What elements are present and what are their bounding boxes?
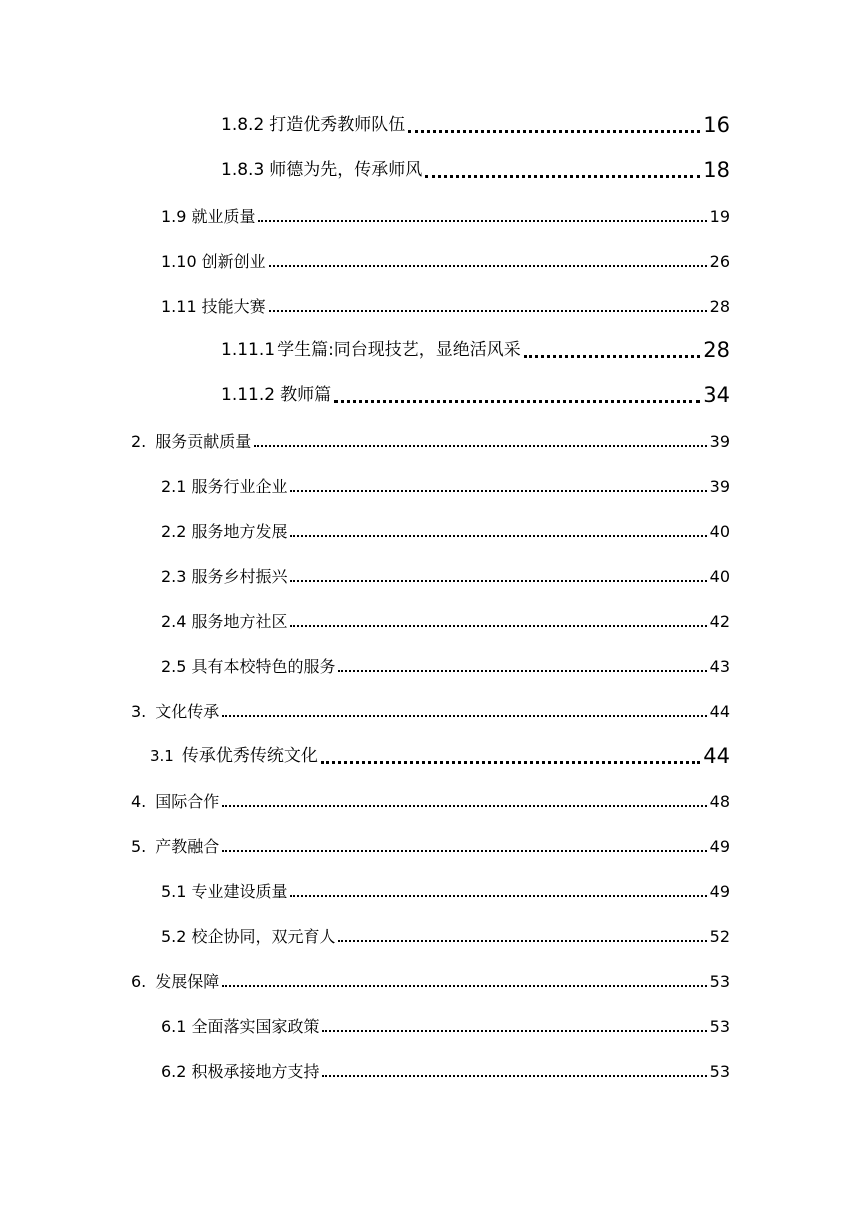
toc-entry-page: 42 bbox=[709, 612, 730, 631]
toc-entry-page: 16 bbox=[703, 113, 730, 137]
dot-leader bbox=[321, 761, 700, 764]
toc-entry-page: 18 bbox=[703, 158, 730, 182]
toc-entry[interactable] bbox=[221, 113, 730, 137]
toc-entry-page: 53 bbox=[709, 972, 730, 991]
toc-entry-page: 40 bbox=[709, 567, 730, 586]
toc-entry-title: 创新创业 bbox=[201, 252, 266, 271]
dot-leader bbox=[524, 355, 700, 358]
dot-leader bbox=[269, 265, 707, 267]
dot-leader bbox=[334, 400, 700, 403]
toc-entry-title: 积极承接地方支持 bbox=[191, 1062, 320, 1081]
toc-entry-page: 52 bbox=[709, 927, 730, 946]
toc-entry-number: 3. bbox=[131, 702, 147, 721]
dot-leader bbox=[290, 580, 706, 582]
dot-leader bbox=[222, 985, 706, 987]
dot-leader bbox=[425, 175, 700, 178]
toc-entry-number: 1.9 bbox=[161, 207, 187, 226]
toc-entry-title: 全面落实国家政策 bbox=[191, 1017, 320, 1036]
toc-entry-page: 19 bbox=[709, 207, 730, 226]
toc-entry-number: 2. bbox=[131, 432, 147, 451]
toc-entry-number: 4. bbox=[131, 792, 147, 811]
toc-entry-number: 1.11 bbox=[161, 297, 197, 316]
toc-entry-title: 文化传承 bbox=[155, 702, 220, 721]
toc-entry-page: 48 bbox=[709, 792, 730, 811]
toc-entry-page: 28 bbox=[709, 297, 730, 316]
toc-entry-page: 26 bbox=[709, 252, 730, 271]
toc-entry-title: 师德为先，传承师风 bbox=[269, 160, 423, 180]
toc-entry[interactable] bbox=[161, 477, 730, 497]
dot-leader bbox=[269, 310, 707, 312]
toc-entry-title: 产教融合 bbox=[155, 837, 220, 856]
toc-entry-number: 1.8.3 bbox=[221, 160, 265, 180]
toc-entry-title: 专业建设质量 bbox=[191, 882, 288, 901]
toc-entry-page: 44 bbox=[703, 744, 730, 768]
toc-entry-number: 2.5 bbox=[161, 657, 187, 676]
toc-entry[interactable] bbox=[161, 882, 730, 902]
toc-entry-page: 39 bbox=[709, 432, 730, 451]
dot-leader bbox=[408, 130, 700, 133]
toc-entry[interactable] bbox=[131, 972, 730, 992]
toc-entry[interactable] bbox=[161, 1062, 730, 1082]
toc-entry-title: 国际合作 bbox=[155, 792, 220, 811]
toc-entry-title: 服务乡村振兴 bbox=[191, 567, 288, 586]
dot-leader bbox=[322, 1030, 706, 1032]
toc-entry-page: 34 bbox=[703, 383, 730, 407]
dot-leader bbox=[290, 490, 706, 492]
dot-leader bbox=[254, 445, 706, 447]
toc-entry-title: 技能大赛 bbox=[201, 297, 266, 316]
toc-entry-page: 53 bbox=[709, 1017, 730, 1036]
toc-entry[interactable] bbox=[161, 657, 730, 677]
toc-entry-number: 1.8.2 bbox=[221, 115, 265, 135]
toc-entry-title: 具有本校特色的服务 bbox=[191, 657, 336, 676]
toc-entry[interactable] bbox=[131, 792, 730, 812]
dot-leader bbox=[322, 1075, 706, 1077]
toc-entry-title: 教师篇 bbox=[280, 385, 332, 405]
toc-entry[interactable] bbox=[131, 837, 730, 857]
toc-entry-page: 28 bbox=[703, 338, 730, 362]
toc-entry[interactable] bbox=[161, 612, 730, 632]
toc-entry-number: 2.1 bbox=[161, 477, 187, 496]
dot-leader bbox=[258, 220, 706, 222]
dot-leader bbox=[222, 805, 706, 807]
dot-leader bbox=[338, 940, 706, 942]
toc-entry-page: 44 bbox=[709, 702, 730, 721]
toc-entry-page: 40 bbox=[709, 522, 730, 541]
dot-leader bbox=[222, 850, 706, 852]
toc-entry[interactable] bbox=[161, 297, 730, 317]
toc-entry-number: 5. bbox=[131, 837, 147, 856]
toc-entry-number: 2.2 bbox=[161, 522, 187, 541]
toc-entry-number: 5.1 bbox=[161, 882, 187, 901]
toc-entry-page: 49 bbox=[709, 837, 730, 856]
toc-entry[interactable] bbox=[161, 522, 730, 542]
toc-entry-title: 校企协同，双元育人 bbox=[191, 927, 336, 946]
toc-entry-title: 学生篇:同台现技艺，显绝活风采 bbox=[277, 340, 521, 360]
dot-leader bbox=[290, 625, 706, 627]
toc-entry[interactable] bbox=[221, 158, 730, 182]
toc-entry[interactable] bbox=[131, 432, 730, 452]
toc-entry[interactable] bbox=[131, 702, 730, 722]
toc-entry-number: 6.1 bbox=[161, 1017, 187, 1036]
toc-entry-number: 1.10 bbox=[161, 252, 197, 271]
toc-entry[interactable] bbox=[161, 1017, 730, 1037]
toc-entry-number: 2.4 bbox=[161, 612, 187, 631]
toc-entry-title: 服务地方发展 bbox=[191, 522, 288, 541]
toc-entry-page: 39 bbox=[709, 477, 730, 496]
toc-entry[interactable] bbox=[150, 744, 730, 768]
toc-entry-page: 43 bbox=[709, 657, 730, 676]
toc-entry-number: 5.2 bbox=[161, 927, 187, 946]
toc-entry-number: 6.2 bbox=[161, 1062, 187, 1081]
toc-entry-page: 53 bbox=[709, 1062, 730, 1081]
toc-entry[interactable] bbox=[221, 338, 730, 362]
toc-entry-title: 发展保障 bbox=[155, 972, 220, 991]
toc-entry-page: 49 bbox=[709, 882, 730, 901]
dot-leader bbox=[290, 895, 706, 897]
toc-entry-title: 就业质量 bbox=[191, 207, 256, 226]
dot-leader bbox=[222, 715, 706, 717]
toc-entry-title: 打造优秀教师队伍 bbox=[269, 115, 406, 135]
toc-entry-title: 服务地方社区 bbox=[191, 612, 288, 631]
toc-entry-number: 3.1 bbox=[150, 747, 174, 765]
toc-entry-title: 服务贡献质量 bbox=[155, 432, 252, 451]
toc-entry-title: 传承优秀传统文化 bbox=[181, 746, 318, 766]
toc-entry[interactable] bbox=[161, 207, 730, 227]
toc-entry-number: 6. bbox=[131, 972, 147, 991]
toc-entry-number: 1.11.1 bbox=[221, 340, 276, 360]
toc-entry-number: 2.3 bbox=[161, 567, 187, 586]
toc-entry[interactable] bbox=[161, 927, 730, 947]
toc-entry[interactable] bbox=[161, 567, 730, 587]
toc-entry-title: 服务行业企业 bbox=[191, 477, 288, 496]
dot-leader bbox=[338, 670, 706, 672]
toc-entry-number: 1.11.2 bbox=[221, 385, 276, 405]
toc-entry[interactable] bbox=[221, 383, 730, 407]
toc-entry[interactable] bbox=[161, 252, 730, 272]
dot-leader bbox=[290, 535, 706, 537]
